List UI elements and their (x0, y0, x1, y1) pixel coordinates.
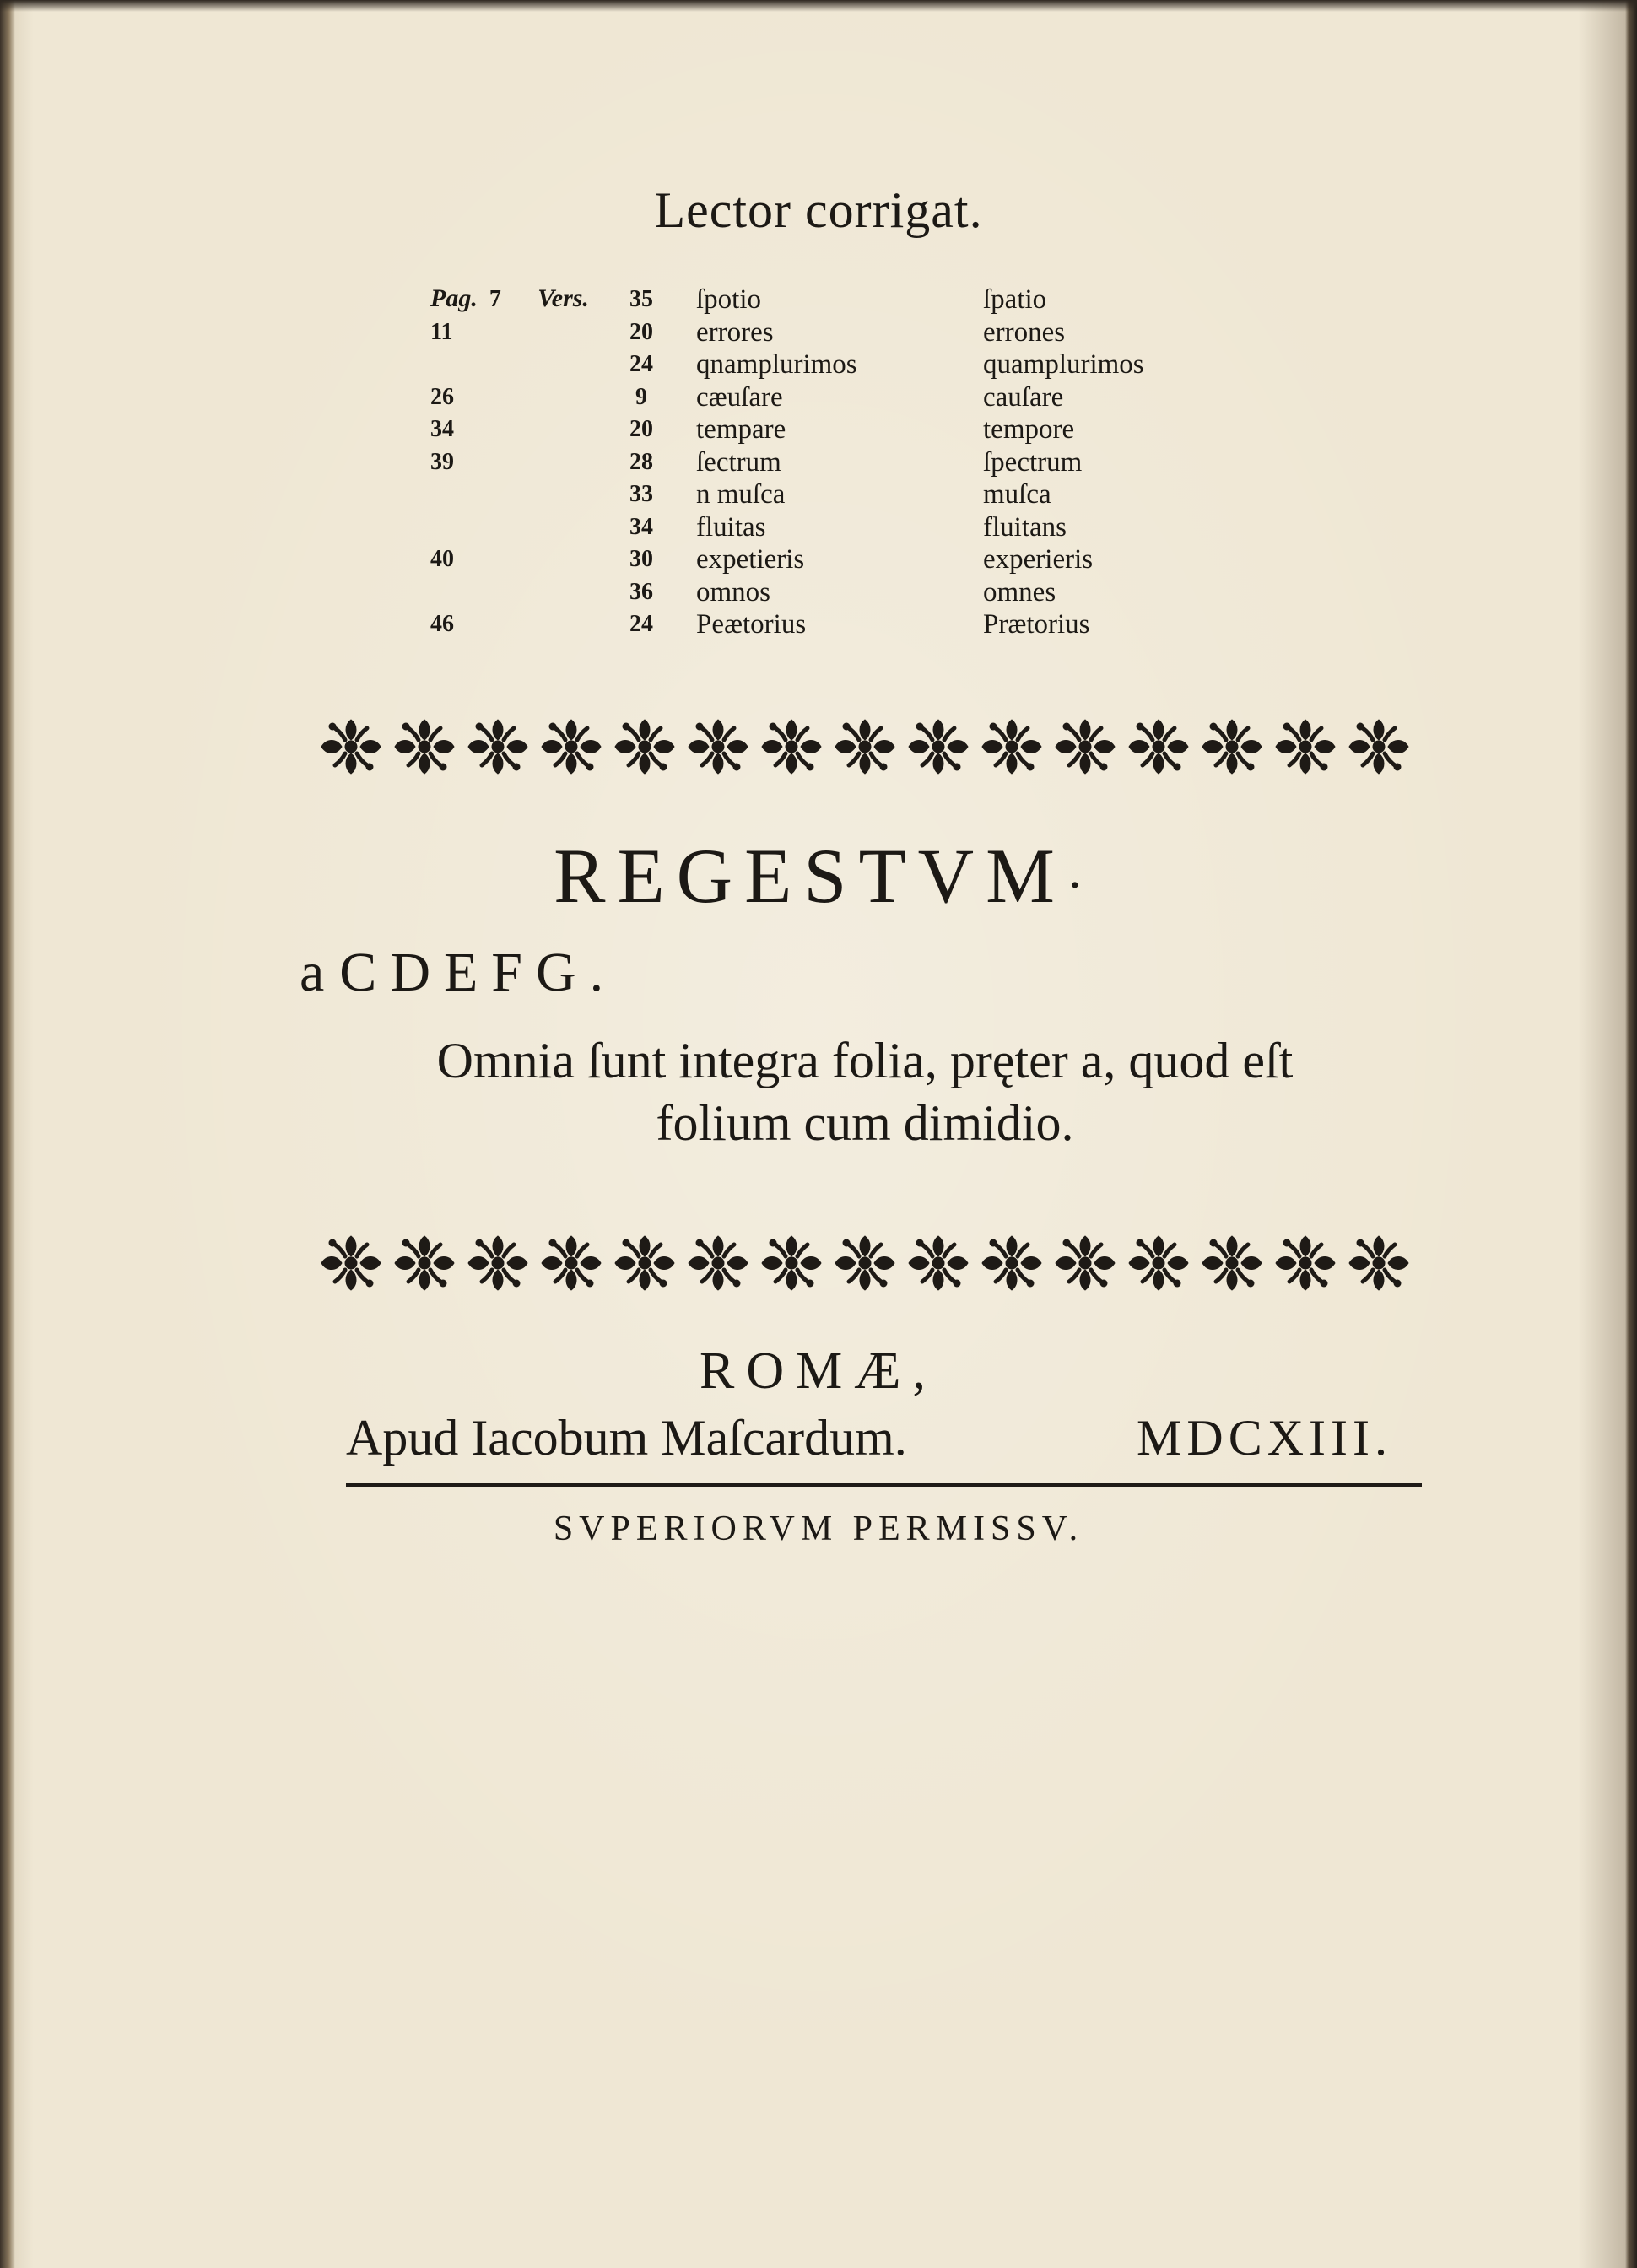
errata-correction: muſca (983, 479, 1051, 510)
errata-error: qnamplurimos (696, 349, 857, 380)
errata-error: n muſca (696, 479, 786, 510)
errata-page: 34 (430, 416, 454, 442)
ornament-band-top (316, 711, 1413, 782)
errata-page (430, 283, 523, 316)
fleuron-icon (537, 1229, 606, 1297)
page-edge-top (0, 0, 1637, 12)
errata-correction: cauſare (983, 381, 1064, 413)
fleuron-icon (757, 1229, 826, 1297)
errata-error: expetieris (696, 544, 805, 575)
errata-line: 20 (629, 416, 653, 442)
errata-error: errores (696, 316, 774, 348)
fleuron-icon (977, 1229, 1046, 1297)
errata-row (430, 446, 1202, 479)
errata-page: 46 (430, 611, 454, 637)
fleuron-icon (1271, 713, 1340, 780)
errata-correction: errones (983, 316, 1066, 348)
errata-vers (523, 413, 603, 446)
regestum-text: REGESTVM (554, 833, 1067, 919)
errata-error: fluitas (696, 511, 766, 543)
errata-vers-label: Vers. (538, 284, 589, 312)
errata-page: 40 (430, 546, 454, 572)
errata-page (430, 478, 523, 511)
errata-error: ſectrum (696, 446, 781, 478)
errata-line: 30 (629, 546, 653, 572)
fleuron-icon (316, 713, 386, 780)
fleuron-icon (390, 1229, 459, 1297)
errata-vers (523, 478, 603, 511)
errata-correction: fluitans (983, 511, 1067, 543)
signature-caps: CDEFG. (339, 942, 618, 1003)
imprint-year: MDCXIII. (1137, 1410, 1392, 1466)
errata-row (430, 576, 1202, 609)
errata-vers (523, 446, 603, 479)
fleuron-icon (537, 713, 606, 780)
fleuron-icon (757, 713, 826, 780)
fleuron-icon (463, 1229, 532, 1297)
errata-correction: ſpectrum (983, 446, 1083, 478)
fleuron-icon (830, 713, 900, 780)
errata-page: 26 (430, 383, 454, 410)
page-edge-right (1625, 0, 1637, 2268)
imprint-line (346, 1409, 1392, 1467)
errata-heading: Lector corrigat. (654, 182, 983, 238)
errata-row (430, 478, 1202, 511)
errata-error: ſpotio (696, 284, 762, 315)
fleuron-icon (1344, 713, 1413, 780)
errata-page: 39 (430, 448, 454, 475)
fleuron-icon (316, 1229, 386, 1297)
page-edge-left (0, 0, 15, 2268)
errata-line: 20 (629, 318, 653, 345)
fleuron-icon (1051, 1229, 1120, 1297)
errata-vers (523, 608, 603, 641)
regestum-title (0, 831, 1637, 921)
errata-correction: tempore (983, 414, 1075, 445)
errata-correction: Prætorius (983, 609, 1090, 640)
errata-table (430, 283, 1202, 641)
errata-page (430, 511, 523, 544)
errata-line: 34 (629, 513, 653, 540)
fleuron-icon (904, 1229, 973, 1297)
errata-line: 24 (629, 611, 653, 637)
note-line-2: folium cum dimidio. (656, 1095, 1074, 1151)
errata-row (430, 543, 1202, 576)
fleuron-icon (463, 713, 532, 780)
fleuron-icon (1124, 713, 1193, 780)
errata-line: 36 (629, 578, 653, 605)
errata-correction: quamplurimos (983, 349, 1144, 380)
fleuron-icon (610, 713, 679, 780)
imprint-printer: Apud Iacobum Maſcardum. (346, 1410, 907, 1466)
errata-vers (523, 543, 603, 576)
fleuron-icon (683, 1229, 753, 1297)
errata-line: 28 (629, 448, 653, 475)
errata-row (430, 348, 1202, 381)
errata-error: cæuſare (696, 381, 783, 413)
errata-line: 24 (629, 351, 653, 377)
errata-page (430, 576, 523, 609)
errata-error: omnos (696, 576, 771, 608)
errata-error: Peætorius (696, 609, 807, 640)
signature-lower: a (300, 942, 325, 1003)
fleuron-icon (1197, 1229, 1267, 1297)
imprint-rule (346, 1483, 1422, 1487)
errata-page-number: 7 (489, 286, 501, 312)
errata-pag-label: Pag. (430, 284, 478, 312)
errata-line: 9 (635, 383, 647, 410)
errata-vers (523, 381, 603, 414)
errata-row (430, 381, 1202, 414)
errata-correction: omnes (983, 576, 1056, 608)
errata-vers (523, 576, 603, 609)
errata-page: 11 (430, 318, 453, 345)
note-line-1: Omnia ſunt integra folia, pręter a, quod eſt (436, 1033, 1294, 1088)
fleuron-icon (1344, 1229, 1413, 1297)
fleuron-icon (1051, 713, 1120, 780)
fleuron-icon (610, 1229, 679, 1297)
fleuron-icon (977, 713, 1046, 780)
fleuron-icon (390, 713, 459, 780)
fleuron-icon (904, 713, 973, 780)
permission-line: SVPERIORVM PERMISSV. (553, 1509, 1084, 1548)
ornament-band-bottom (316, 1228, 1413, 1299)
errata-correction: ſpatio (983, 284, 1047, 315)
errata-page (430, 348, 523, 381)
errata-line: 35 (629, 285, 653, 312)
fleuron-icon (830, 1229, 900, 1297)
errata-row (430, 316, 1202, 349)
errata-row (430, 283, 1202, 316)
errata-vers (523, 316, 603, 349)
imprint-city: ROMÆ, (700, 1342, 937, 1400)
errata-row (430, 511, 1202, 544)
fleuron-icon (1271, 1229, 1340, 1297)
errata-vers (523, 283, 603, 316)
errata-vers (523, 511, 603, 544)
errata-correction: experieris (983, 544, 1094, 575)
errata-error: tempare (696, 414, 786, 445)
fleuron-icon (683, 713, 753, 780)
collation-note (354, 1029, 1375, 1154)
regestum-dot: · (1066, 857, 1083, 913)
errata-row (430, 608, 1202, 641)
errata-line: 33 (629, 481, 653, 507)
signature-list (300, 941, 617, 1005)
errata-vers (523, 348, 603, 381)
fleuron-icon (1197, 713, 1267, 780)
errata-row (430, 413, 1202, 446)
fleuron-icon (1124, 1229, 1193, 1297)
